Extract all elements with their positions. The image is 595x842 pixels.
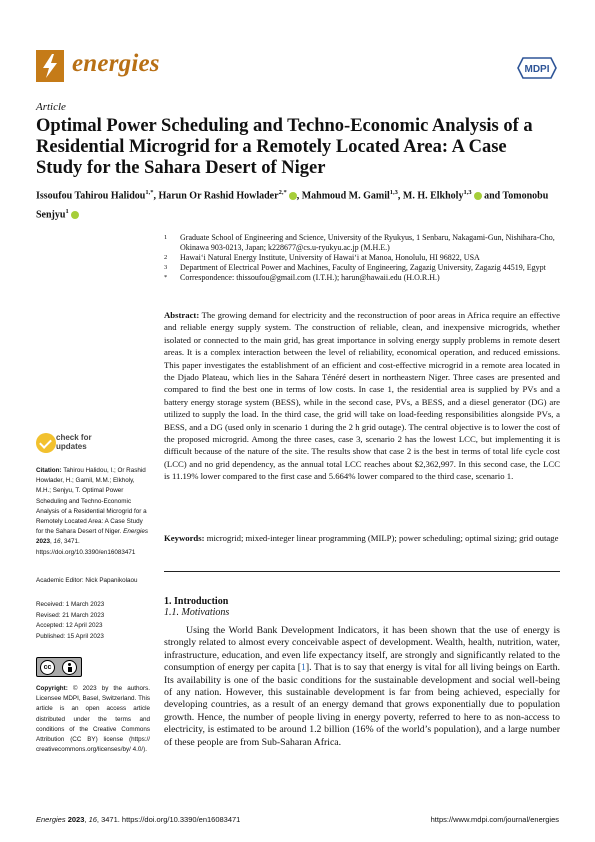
cc-by-license-icon[interactable]	[36, 657, 82, 677]
journal-logo-icon	[36, 50, 64, 82]
keywords-text: microgrid; mixed-integer linear programming (MILP); power scheduling; optimal sizing; grid outage	[206, 533, 559, 543]
mdpi-logo-icon	[517, 57, 557, 79]
footer-journal-url[interactable]: https://www.mdpi.com/journal/energies	[430, 815, 559, 824]
affiliation-text: Hawai‘i Natural Energy Institute, University of Hawai‘i at Manoa, Honolulu, HI 96822, USA	[180, 253, 480, 262]
introduction-paragraph	[164, 625, 560, 749]
intro-text-a: Using the World Bank Development Indicators, it has been shown that the use of energy is strongly related to almost every conceivable aspect of development. Wealth, health, nutrition, water, infrastructure, education, and even life expectancy itself, are strongly and significantly related to the consumption of energy per capita [	[164, 625, 560, 674]
author-name: Mahmoud M. Gamil	[301, 190, 390, 202]
keywords-label: Keywords:	[164, 533, 205, 543]
copyright-label: Copyright:	[36, 685, 68, 692]
footer-doi: , 3471. https://doi.org/10.3390/en16083471	[96, 815, 241, 824]
footer-year: 2023	[67, 815, 85, 824]
affiliation-number: 1	[164, 234, 168, 241]
citation-doi: , 3471. https://doi.org/10.3390/en16083471	[36, 538, 136, 556]
citation-label: Citation:	[36, 467, 62, 474]
citation-volume: 16	[53, 538, 61, 546]
intro-text-b: ]. That is to say that energy is vital for all living beings on Earth. Its availability is one of the basic conditions for the sustainable development and social well-being of any nation. However, this sustainable development is far from being achieved, especially for developing countries, as a result of an energy demand that grows exponentially due to population growth. Hence, the number of people living in energy poverty, referred to here to as non-access to electricity, is estimated to be around 1.2 billion (16% of the world’s population), and a large number of these people are from Sub-Saharan Africa.	[164, 662, 560, 748]
footer-volume: 16	[88, 815, 97, 824]
author-separator: ,	[296, 190, 302, 202]
section-heading: 1. Introduction	[164, 596, 229, 607]
subsection-heading: 1.1. Motivations	[164, 607, 230, 618]
check-updates-line2: updates	[56, 442, 87, 451]
affiliation-item	[164, 253, 564, 263]
affiliation-item	[164, 233, 564, 253]
keywords	[164, 532, 560, 544]
affiliations	[164, 233, 564, 283]
date-item: Revised: 21 March 2023	[36, 611, 105, 619]
affiliation-text: Graduate School of Engineering and Science, University of the Ryukyus, 1 Senbaru, Nakagami-Gun, Nishihara-Cho, Okinawa 903-0213, Japan; k228677@cs.u-ryukyu.ac.jp (M.H.E.)	[180, 233, 555, 252]
orcid-icon[interactable]	[71, 211, 79, 219]
abstract-label: Abstract:	[164, 310, 200, 320]
affiliation-number: 3	[164, 264, 168, 271]
author-affiliation-marker: 1,3	[463, 189, 472, 196]
author-affiliation-marker: 1,*	[145, 189, 154, 196]
citation-block: Citation: Tahirou Halidou, I.; Or Rashid Howlader, H.; Gamil, M.M.; Elkholy, M.H.; Senjyu, T. Optimal Power Scheduling and Techno-Economic Analysis of a Residential Microgrid for a Remotely Located Area: A Case Study for the Sahara Desert of Niger. Energies 2023, 16, 3471. https://doi.org/10.3390/en16083471	[36, 467, 149, 556]
affiliation-number: 2	[164, 254, 168, 261]
orcid-icon[interactable]	[474, 192, 482, 200]
date-item: Accepted: 12 April 2023	[36, 622, 103, 630]
date-item: Received: 1 March 2023	[36, 601, 105, 608]
affiliation-text: Department of Electrical Power and Machines, Faculty of Engineering, Zagazig University, Zagazig 44519, Egypt	[180, 263, 546, 272]
orcid-icon[interactable]	[289, 192, 297, 200]
check-for-updates-icon[interactable]	[36, 433, 56, 453]
mdpi-logo-text: MDPI	[524, 64, 550, 75]
date-item: Published: 15 April 2023	[36, 632, 104, 640]
publication-dates	[36, 600, 104, 642]
author-separator: ,	[397, 190, 403, 202]
attribution-icon	[62, 660, 77, 675]
paper-title: Optimal Power Scheduling and Techno-Economic Analysis of a Residential Microgrid for a Remotely Located Area: A Case Study for the Sahara Desert of Niger	[36, 116, 533, 178]
footer-citation: Energies 2023, 16, 3471. https://doi.org/10.3390/en16083471	[36, 815, 241, 824]
author-list	[36, 185, 560, 224]
affiliation-number: *	[164, 274, 168, 281]
footer-journal: Energies	[36, 815, 66, 824]
author-name: Harun Or Rashid Howlader	[158, 190, 279, 202]
divider	[164, 571, 560, 572]
affiliation-text: Correspondence: thissoufou@gmail.com (I.T.H.); harun@hawaii.edu (H.O.R.H.)	[180, 273, 440, 282]
abstract	[164, 309, 560, 483]
author-separator: ,	[153, 190, 159, 202]
cc-icon: cc	[40, 660, 55, 675]
check-for-updates-button[interactable]	[56, 433, 92, 451]
affiliation-item	[164, 273, 564, 283]
copyright-text: © 2023 by the authors. Licensee MDPI, Basel, Switzerland. This article is an open access article distributed under the terms and conditions of the Creative Commons Attribution (CC BY) license (https:// creativecommons.org/licenses/by/ 4.0/).	[36, 685, 150, 754]
author-affiliation-marker: 2,*	[278, 189, 287, 196]
abstract-text: The growing demand for electricity and the reconstruction of poor areas in Africa require an effective and reliable energy supply system. The construction of reliable, clean, and inexpensive microgrids, whether isolated or connected to the main grid, has great importance in solving energy supply problems in remote desert areas. It is a complex interaction between the level of reliability, economical operation, and reduced emissions. This paper investigates the establishment of an efficient and cost-effective microgrid in a remote area located in the Djado Plateau, which lies in the Sahara Ténéré desert in northeastern Niger. Three cases are presented and compared to find the best one in terms of low costs. In case 1, the residential area is supplied by PVs and a battery energy storage system (BESS), while in the second case, PVs, a BESS, and a diesel generator (DG) are utilized to supply the load. In the third case, the grid will take on load-feeding responsibilities alongside PVs, a BESS, and a DG (used only in scenario 1 during the 2 h grid outage). The central objective is to lower the cost of the proposed microgrid. Among the three cases, case 3, scenario 2 has the lowest LCC, but implementing it is difficult because of the nature of the site. The results show that case 2 is the best in terms of total life cycle cost (LCC) and no grid dependency, as the annual total LCC reaches about $2,362,997. In this second case, the LCC is 11.19% lower compared to the first case and 5.664% lower compared to the third case, scenario 1.	[164, 310, 560, 482]
author-affiliation-marker: 1	[65, 208, 69, 216]
citation-year: 2023	[36, 538, 51, 546]
affiliation-item	[164, 263, 564, 273]
check-updates-line1: check for	[56, 433, 92, 442]
journal-name: energies	[72, 50, 160, 77]
academic-editor: Academic Editor: Nick Papanikolaou	[36, 577, 138, 584]
citation-text: Tahirou Halidou, I.; Or Rashid Howlader, H.; Gamil, M.M.; Elkholy, M.H.; Senjyu, T. Optimal Power Scheduling and Techno-Economic Analysis of a Residential Microgrid for a Remotely Located Area: A Case Study for the Sahara Desert of Niger.	[36, 467, 147, 536]
author-name: and Tomonobu Senjyu	[36, 190, 549, 221]
reference-link[interactable]: 1	[300, 662, 306, 674]
author-name: Issoufou Tahirou Halidou	[36, 190, 146, 202]
author-name: M. H. Elkholy	[402, 190, 464, 202]
article-type: Article	[36, 101, 66, 113]
copyright-block	[36, 684, 150, 755]
citation-journal: Energies	[123, 528, 149, 536]
author-affiliation-marker: 1,3	[389, 189, 398, 196]
